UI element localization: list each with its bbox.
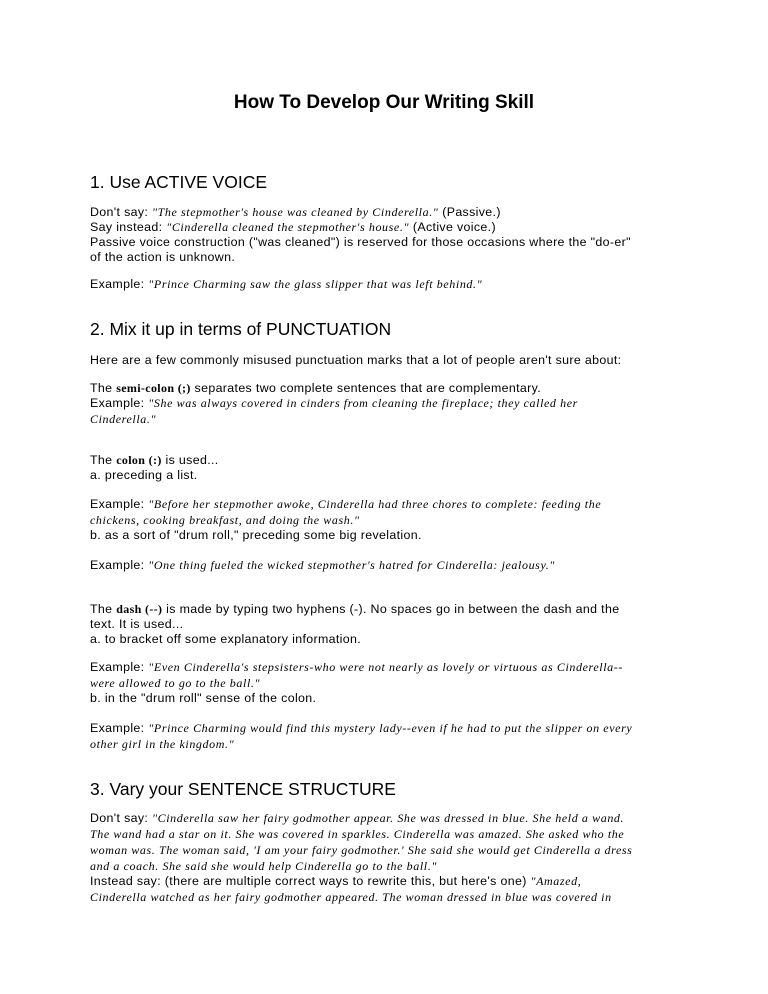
s2-dash-example-2b: other girl in the kingdom.": [90, 737, 235, 751]
s2-dash-example-1a: Example: "Even Cinderella's stepsisters-who were not nearly as lovely or virtuous as Cinderella--: [90, 660, 623, 674]
s1-line-say-instead: Say instead: "Cinderella cleaned the stepmother's house." (Active voice.): [90, 220, 496, 234]
s2-dash-example-1b: were allowed to go to the ball.": [90, 676, 261, 690]
s3-instead-2: Cinderella watched as her fairy godmother appeared. The woman dressed in blue was covered in: [90, 890, 612, 904]
s2-dash-b: b. in the "drum roll" sense of the colon.: [90, 691, 317, 705]
s2-semicolon-example-1: Example: "She was always covered in cinders from cleaning the fireplace; they called her: [90, 396, 578, 410]
s3-dont-say-3: woman was. The woman said, 'I am your fairy godmother.' She said she would get Cinderella a dress: [90, 843, 633, 857]
section-2-heading: 2. Mix it up in terms of PUNCTUATION: [90, 319, 392, 339]
s2-dash-def-2: text. It is used...: [90, 617, 184, 631]
s2-colon-example-1b: chickens, cooking breakfast, and doing the wash.": [90, 513, 360, 527]
s2-colon-b: b. as a sort of "drum roll," preceding some big revelation.: [90, 528, 422, 542]
s2-colon-example-2: Example: "One thing fueled the wicked stepmother's hatred for Cinderella: jealousy.": [90, 558, 555, 572]
s2-dash-example-2a: Example: "Prince Charming would find this mystery lady--even if he had to put the slipper on every: [90, 721, 633, 735]
s3-dont-say-1: Don't say: "Cinderella saw her fairy godmother appear. She was dressed in blue. She held a wand.: [90, 811, 625, 825]
s2-dash-a: a. to bracket off some explanatory information.: [90, 632, 362, 646]
s3-instead-1: Instead say: (there are multiple correct ways to rewrite this, but here's one) "Amazed,: [90, 874, 582, 888]
section-3-heading: 3. Vary your SENTENCE STRUCTURE: [90, 779, 396, 799]
s3-dont-say-4: and a coach. She said she would help Cinderella go to the ball.": [90, 859, 437, 873]
s1-passive-note-1: Passive voice construction ("was cleaned") is reserved for those occasions where the "do-er": [90, 235, 631, 249]
s1-example: Example: "Prince Charming saw the glass slipper that was left behind.": [90, 277, 483, 291]
section-1-heading: 1. Use ACTIVE VOICE: [90, 172, 267, 192]
s2-semicolon-example-2: Cinderella.": [90, 412, 157, 426]
s2-dash-def-1: The dash (--) is made by typing two hyphens (-). No spaces go in between the dash and the: [90, 602, 620, 616]
s2-colon-def: The colon (:) is used...: [90, 453, 219, 467]
s1-passive-note-2: of the action is unknown.: [90, 250, 236, 264]
document-title: How To Develop Our Writing Skill: [233, 92, 535, 113]
s3-dont-say-2: The wand had a star on it. She was covered in sparkles. Cinderella was amazed. She asked who the: [90, 827, 625, 841]
s2-semicolon-def: The semi-colon (;) separates two complete sentences that are complementary.: [90, 381, 542, 395]
s1-line-dont-say: Don't say: "The stepmother's house was cleaned by Cinderella." (Passive.): [90, 205, 501, 219]
s2-intro: Here are a few commonly misused punctuation marks that a lot of people aren't sure about:: [90, 353, 622, 367]
s2-colon-a: a. preceding a list.: [90, 468, 198, 482]
s2-colon-example-1a: Example: "Before her stepmother awoke, Cinderella had three chores to complete: feeding the: [90, 497, 602, 511]
